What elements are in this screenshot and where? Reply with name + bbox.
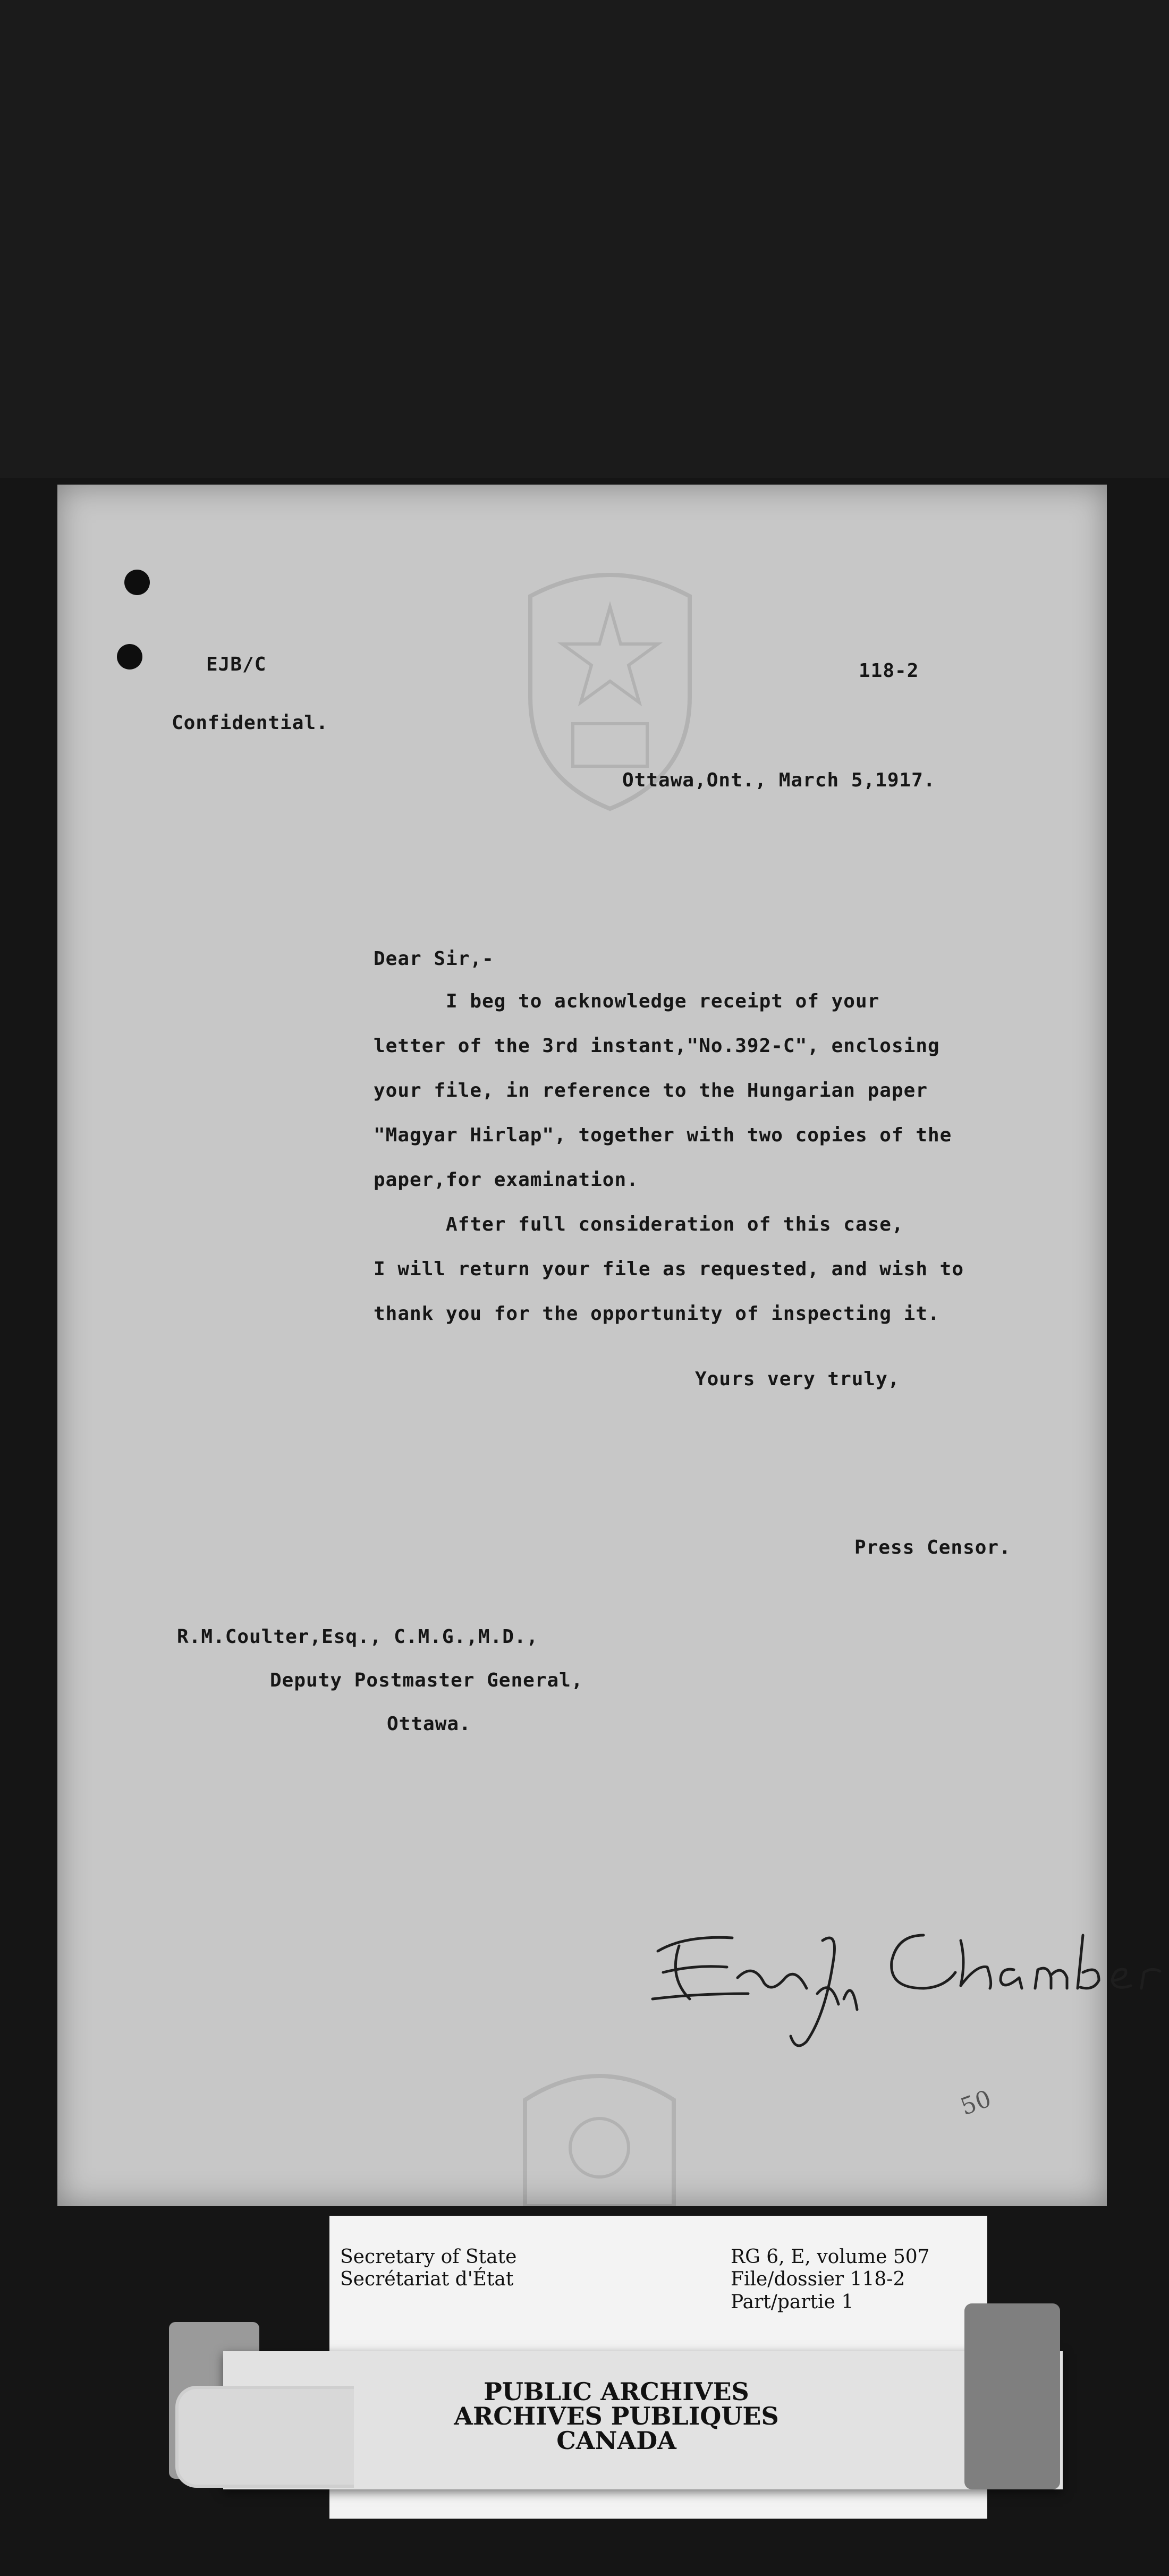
punch-hole-bottom <box>117 644 142 670</box>
band-loop <box>175 2386 354 2488</box>
salutation: Dear Sir,- <box>374 948 494 970</box>
department-fr: Secrétariat d'État <box>340 2268 514 2290</box>
body-line: letter of the 3rd instant,"No.392-C", enclosing <box>374 1035 940 1057</box>
file-reference: File/dossier 118-2 <box>731 2268 905 2290</box>
signer-title: Press Censor. <box>854 1537 1011 1558</box>
body-line: paper,for examination. <box>374 1169 639 1191</box>
confidential-marking: Confidential. <box>172 712 328 734</box>
closing: Yours very truly, <box>695 1368 900 1390</box>
part-reference: Part/partie 1 <box>731 2291 854 2313</box>
file-number: 118-2 <box>859 660 919 682</box>
crest-watermark-bottom-icon <box>509 2057 690 2206</box>
signature-image <box>647 1914 1169 2052</box>
punch-hole-top <box>124 570 150 595</box>
reference-initials: EJB/C <box>206 654 267 675</box>
archives-line-3: CANADA <box>556 2426 676 2455</box>
band-clip-right <box>964 2303 1060 2489</box>
addressee-line-2: Deputy Postmaster General, <box>270 1670 583 1691</box>
body-line: I will return your file as requested, and wish to <box>374 1258 964 1280</box>
archives-line-2: ARCHIVES PUBLIQUES <box>454 2402 779 2430</box>
film-background <box>0 0 1169 478</box>
body-line: I beg to acknowledge receipt of your <box>374 990 880 1012</box>
page-mark: 50 <box>957 2084 995 2121</box>
addressee-line-1: R.M.Coulter,Esq., C.M.G.,M.D., <box>177 1626 539 1648</box>
addressee-line-3: Ottawa. <box>387 1713 471 1735</box>
body-line: thank you for the opportunity of inspecting it. <box>374 1303 940 1325</box>
letter-page <box>57 485 1107 2206</box>
body-line: After full consideration of this case, <box>374 1214 904 1235</box>
body-line: your file, in reference to the Hungarian paper <box>374 1080 928 1101</box>
place-date: Ottawa,Ont., March 5,1917. <box>622 769 936 791</box>
archives-line-1: PUBLIC ARCHIVES <box>484 2377 749 2406</box>
record-group: RG 6, E, volume 507 <box>731 2246 930 2268</box>
public-archives-stamp <box>414 2379 818 2453</box>
body-line: "Magyar Hirlap", together with two copies of the <box>374 1124 952 1146</box>
department-en: Secretary of State <box>340 2246 517 2268</box>
